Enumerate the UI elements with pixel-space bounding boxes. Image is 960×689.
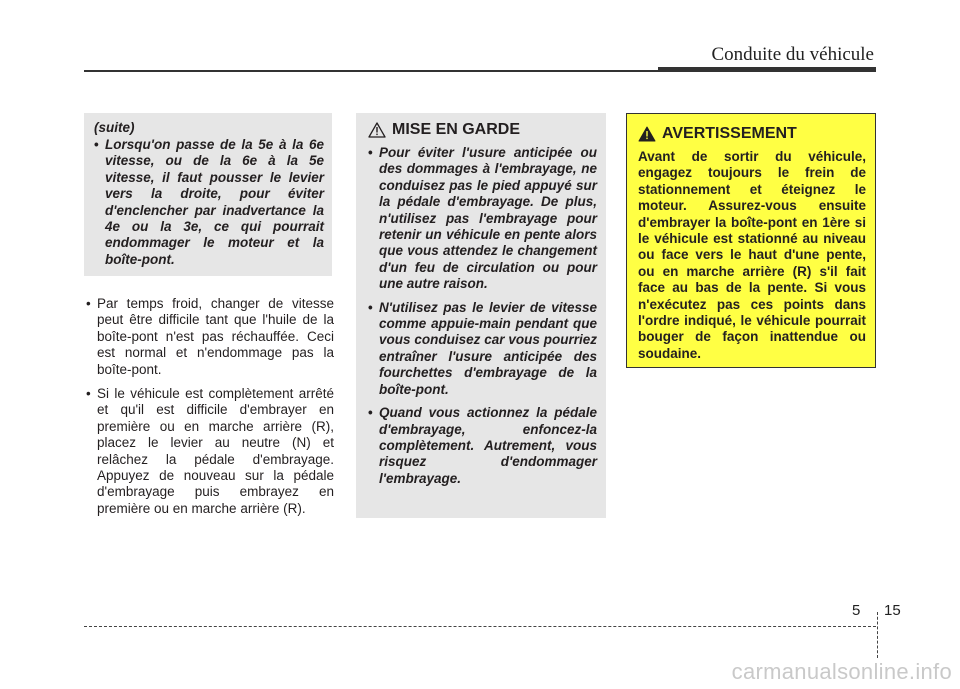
header-rule (84, 70, 658, 72)
page-number: 15 (884, 602, 901, 619)
warning-box (626, 113, 876, 368)
page-header-title: Conduite du véhicule (711, 44, 874, 65)
suite-list (94, 137, 324, 268)
body-bullet-list (84, 296, 334, 525)
caution-item: • N'utilisez pas le levier de vitesse comme appuie-main pendant que vous conduisez car vous pourriez entraîner l'usure anticipée des fourchettes d'embrayage de la boîte-pont. (368, 300, 597, 398)
body-bullet-item: • Par temps froid, changer de vitesse peut être difficile tant que l'huile de la boîte-pont n'est pas réchauffée. Ceci est normal et n'endommage pas la boîte-pont. (84, 296, 334, 378)
footer-divider (877, 612, 878, 658)
caution-item: • Pour éviter l'usure anticipée ou des dommages à l'embrayage, ne conduisez pas le pied appuyé sur la pédale d'embrayage. De plus, n'utilisez pas l'embrayage pour retenir un véhicule en pente alors que vous attendez le changement d'un feu de circulation ou pour une autre raison. (368, 145, 597, 293)
suite-heading: (suite) (94, 120, 135, 135)
body-bullet-item: • Si le véhicule est complètement arrêté et qu'il est difficile d'embrayer en première ou en marche arrière (R), placez le levier au neutre (N) et relâchez la pédale d'embrayage. Appuyez de nouveau sur la pédale d'embrayage puis embrayez en première ou en marche arrière (R). (84, 386, 334, 517)
chapter-number: 5 (852, 602, 861, 619)
suite-item: • Lorsqu'on passe de la 5e à la 6e vitesse, ou de la 6e à la 5e vitesse, il faut pousser le levier vers la droite, pour éviter d'enclencher par inadvertance la 4e ou la 3e, ce qui pourrait endommager le moteur et la boîte-pont. (94, 137, 324, 268)
warning-triangle-icon (368, 122, 386, 138)
warning-title (638, 123, 866, 145)
caution-list (368, 145, 597, 487)
caution-item: • Quand vous actionnez la pédale d'embrayage, enfoncez-la complètement. Autrement, vous risquez d'endommager l'embrayage. (368, 405, 597, 487)
caution-box (356, 113, 606, 518)
header-rule-thick (658, 67, 876, 72)
caution-title (368, 119, 597, 141)
caution-title-text: MISE EN GARDE (392, 121, 521, 138)
warning-body: Avant de sortir du véhicule, engagez toujours le frein de stationnement et éteignez le moteur. Assurez-vous ensuite d'embrayer la boîte-pont en 1ère si le véhicule est stationné au niveau ou face vers le haut d'une pente, ou en marche arrière (R) s'il fait face au bas de la pente. Si vous n'exécutez pas ces points dans l'ordre indiqué, le véhicule pourrait bouger de façon inattendue ou soudaine. (638, 149, 866, 361)
warning-title-text: AVERTISSEMENT (662, 125, 797, 142)
suite-box (84, 113, 332, 276)
footer-rule (84, 626, 876, 627)
watermark: carmanualsonline.info (731, 659, 952, 684)
warning-triangle-filled-icon (638, 126, 656, 142)
